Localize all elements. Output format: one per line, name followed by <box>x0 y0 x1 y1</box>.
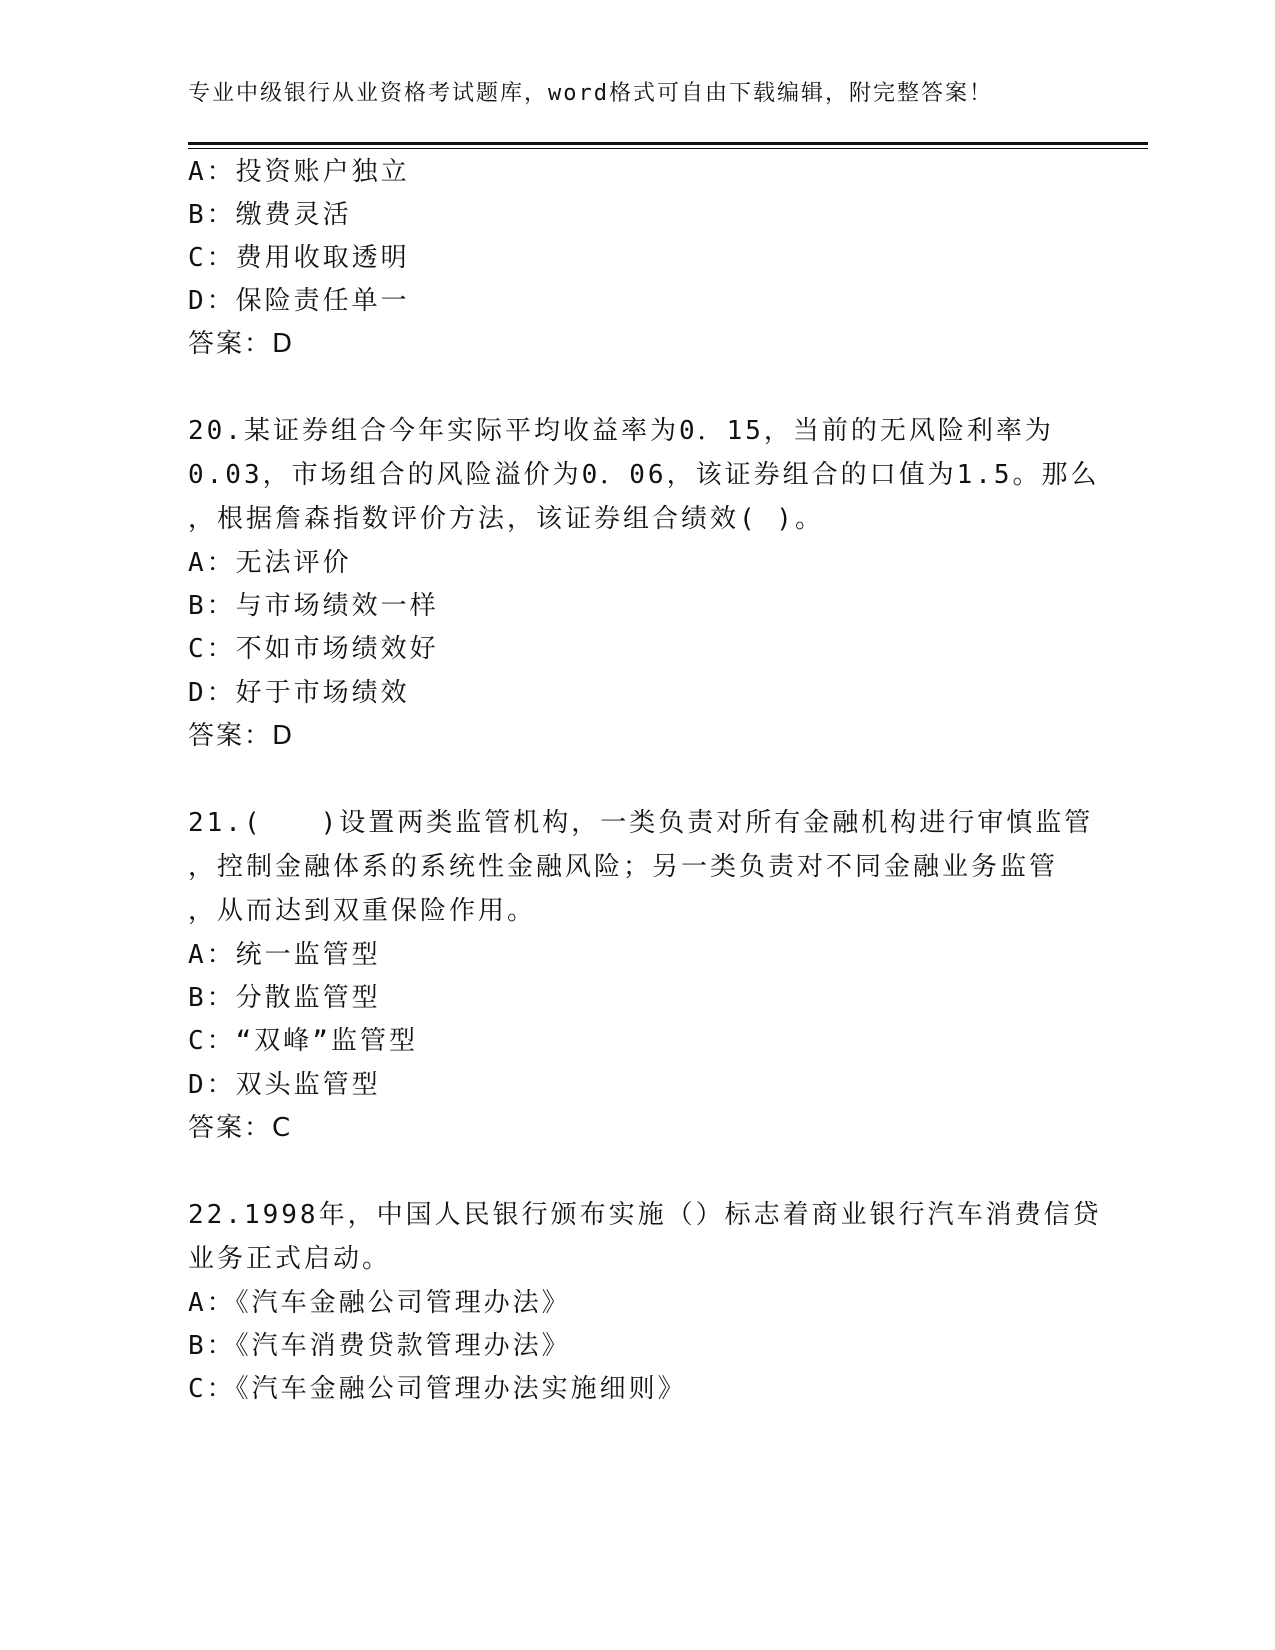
option-d: D：好于市场绩效 <box>188 678 410 708</box>
header-rule <box>188 142 1148 145</box>
option-b: B：与市场绩效一样 <box>188 591 439 621</box>
option-c: C：“双峰”监管型 <box>188 1026 418 1056</box>
option-a: A：投资账户独立 <box>188 157 410 187</box>
option-b: B：《汽车消费贷款管理办法》 <box>188 1331 571 1361</box>
option-d: D：双头监管型 <box>188 1070 381 1100</box>
answer: 答案：D <box>188 329 295 359</box>
answer: 答案：D <box>188 721 295 751</box>
answer: 答案：C <box>188 1113 293 1143</box>
question-stem: 20.某证券组合今年实际平均收益率为0．15，当前的无风险利率为 <box>188 416 1054 446</box>
option-a: A：无法评价 <box>188 548 352 578</box>
question-stem: 业务正式启动。 <box>188 1244 392 1274</box>
question-stem: ，从而达到双重保险作用。 <box>188 896 537 926</box>
question-stem: 22.1998年，中国人民银行颁布实施（）标志着商业银行汽车消费信贷 <box>188 1200 1102 1230</box>
question-stem: 0.03，市场组合的风险溢价为0．06，该证券组合的口值为1.5。那么 <box>188 460 1100 490</box>
option-a: A：统一监管型 <box>188 940 381 970</box>
option-b: B：缴费灵活 <box>188 200 352 230</box>
header-rule-secondary <box>188 148 1148 149</box>
option-c: C：不如市场绩效好 <box>188 634 439 664</box>
option-c: C：费用收取透明 <box>188 243 410 273</box>
question-stem: 21.( )设置两类监管机构，一类负责对所有金融机构进行审慎监管 <box>188 808 1094 838</box>
option-c: C：《汽车金融公司管理办法实施细则》 <box>188 1374 687 1404</box>
question-stem: ，控制金融体系的系统性金融风险；另一类负责对不同金融业务监管 <box>188 852 1059 882</box>
option-a: A：《汽车金融公司管理办法》 <box>188 1288 571 1318</box>
option-d: D：保险责任单一 <box>188 286 410 316</box>
page-header: 专业中级银行从业资格考试题库，word格式可自由下载编辑，附完整答案！ <box>188 81 993 106</box>
option-b: B：分散监管型 <box>188 983 381 1013</box>
question-stem: ，根据詹森指数评价方法，该证券组合绩效( )。 <box>188 504 824 534</box>
